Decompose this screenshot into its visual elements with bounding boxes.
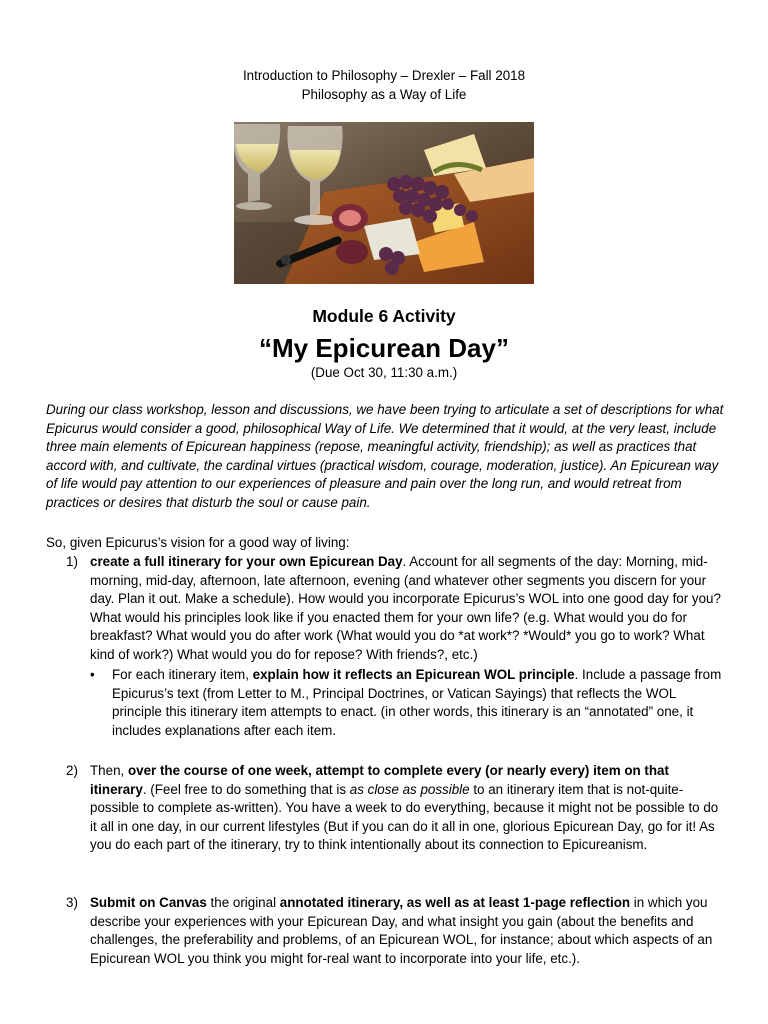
item-text-rest: to an itinerary item that is not-quite-possible to complete as-written). You have a week to do everything, because it might not be possible to do it all in one day, in our current lifestyles (But if you can do it all in one, glorious Epicurean Day, go for it! As you do each part of the itinerary, try to think intentionally about its connection to Epicureanism. <box>90 781 719 853</box>
item-number: 1) <box>66 554 78 569</box>
list-item-bullet <box>46 666 726 740</box>
wine-cheese-board-photo <box>234 122 534 284</box>
bullet-emphasis: explain how it reflects an Epicurean WOL principle <box>252 667 575 682</box>
item-text-rest: in which you describe your experiences with your Epicurean Day, and what insight you gain (about the benefits and challenges, the preferability and problems, of an Epicurean WOL, for instance; about which aspects of an Epicurean WOL you think you might for-real want to incorporate into your life, etc.). <box>90 895 713 966</box>
item-emphasis: create a full itinerary for your own Epicurean Day <box>90 554 403 569</box>
item-emphasis-3: , as well as at least 1-page reflection <box>399 895 631 910</box>
course-header <box>0 66 768 104</box>
item-text: . Account for all segments of the day: Morning, mid-morning, mid-day, afternoon, late afternoon, evening (and whatever other segments you discern for your day. Plan it out. Make a schedule). How would you incorporate Epicurus’s WOL into one good day for you? What would his principles look like if you enacted them for your own life? (e.g. What would you do for breakfast? What would you do after work (What would you do *at work*? *Would* you go to work? What kind of work?) What would you do for repose? With friends?, etc.) <box>90 554 721 662</box>
due-date: (Due Oct 30, 11:30 a.m.) <box>310 365 458 380</box>
list-item <box>46 762 726 855</box>
item-text: Then, <box>90 763 128 778</box>
course-subtitle: Philosophy as a Way of Life <box>301 87 467 102</box>
intro-paragraph: During our class workshop, lesson and discussions, we have been trying to articulate a set of descriptions for what Epicurus would consider a good, philosophical Way of Life. We determined that it would, at the very least, include three main elements of Epicurean happiness (repose, meaningful activity, friendship); as well as practices that accord with, and cultivate, the cardinal virtues (practical wisdom, courage, moderation, justice). An Epicurean way of life would pay attention to our experiences of pleasure and pain over the long run, and would retreat from practices or desires that disturb the soul or cause pain. <box>46 402 724 510</box>
item-text-mid: . (Feel free to do something that is <box>142 781 350 797</box>
item-italic: as close as possible <box>349 781 470 797</box>
bullet-icon: • <box>90 667 95 682</box>
bullet-text: For each itinerary item, <box>112 667 253 682</box>
item-number: 3) <box>66 895 78 910</box>
item-emphasis: Submit on Canvas <box>90 895 207 910</box>
item-number: 2) <box>66 763 78 778</box>
list-item <box>46 894 726 968</box>
lead-in: So, given Epicurus’s vision for a good way of living: <box>46 535 350 550</box>
course-line: Introduction to Philosophy – Drexler – Fall 2018 <box>242 68 526 83</box>
item-emphasis: over the course of one week, attempt to complete every (or nearly every) item on that itinerary <box>90 763 669 797</box>
page-title: “My Epicurean Day” <box>259 333 509 363</box>
item-emphasis-2: annotated itinerary <box>279 895 400 910</box>
item-text: the original <box>206 895 280 910</box>
module-label: Module 6 Activity <box>312 306 456 326</box>
list-item <box>46 553 726 665</box>
bullet-text-rest: . Include a passage from Epicurus’s text (from Letter to M., Principal Doctrines, or Vatican Sayings) that reflects the WOL principle this itinerary item attempts to enact. (in other words, this itinerary is an “annotated” one, it includes explanations after each item. <box>112 667 722 738</box>
